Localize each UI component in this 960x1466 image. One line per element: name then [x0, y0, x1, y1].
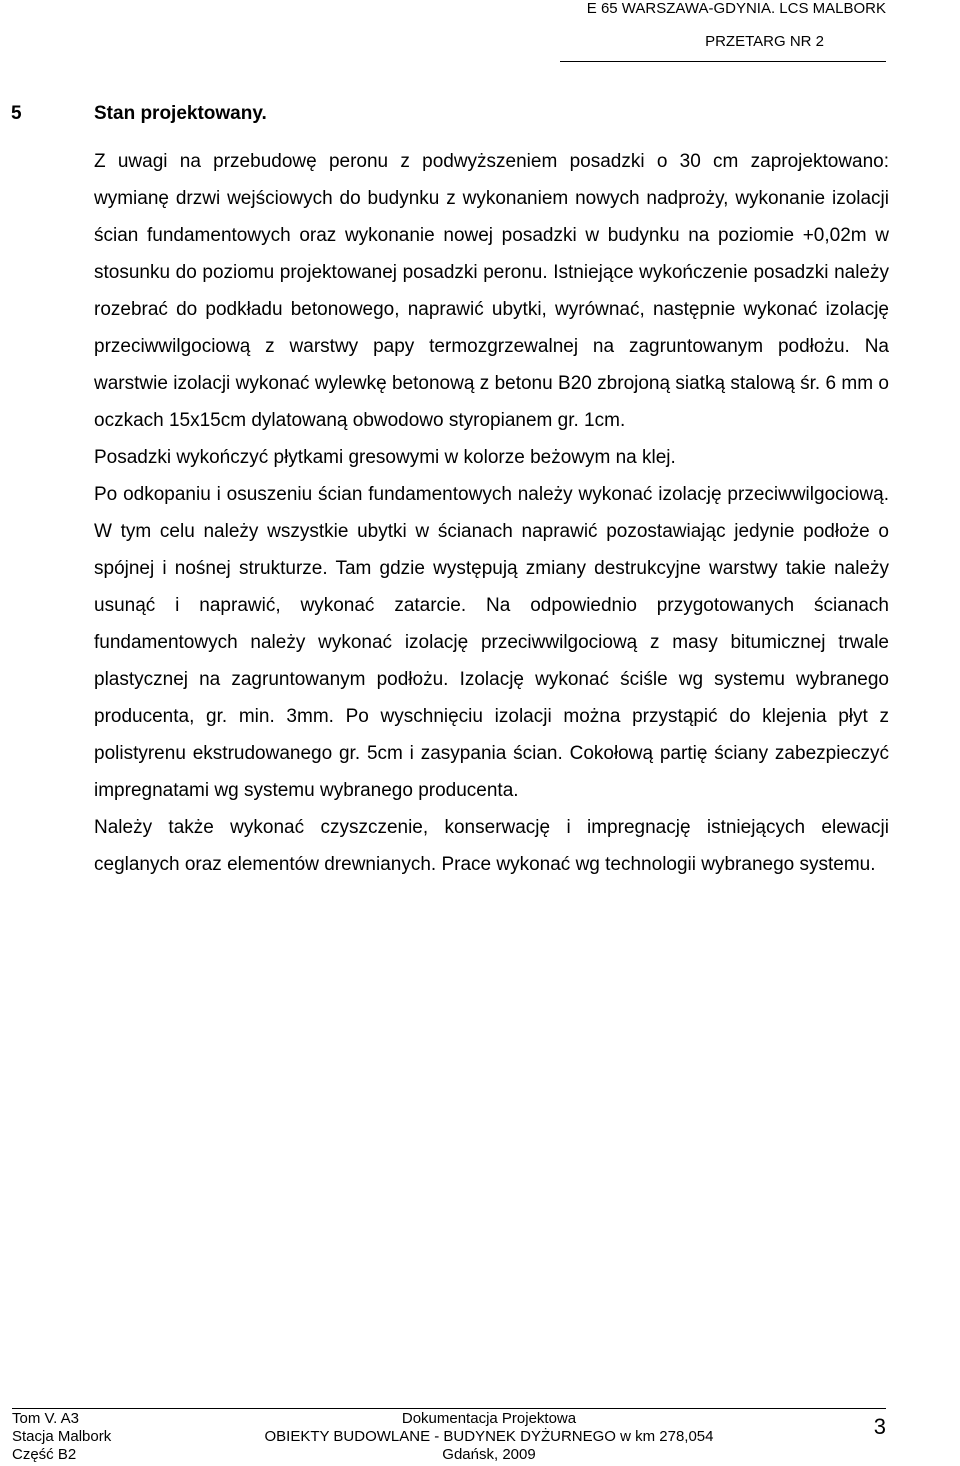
section-number: 5 [11, 103, 22, 124]
footer-volume: Tom V. A3 [12, 1410, 79, 1427]
footer-station: Stacja Malbork [12, 1428, 112, 1445]
header-project-title: E 65 WARSZAWA-GDYNIA. LCS MALBORK [586, 0, 886, 17]
body-paragraph: Należy także wykonać czyszczenie, konserwację i impregnację istniejących elewacji ceglanych oraz elementów drewnianych. Prace wykonać wg technologii wybranego systemu. [94, 817, 889, 875]
footer-document-info [254, 1410, 724, 1464]
footer-volume-info [12, 1410, 111, 1464]
body-paragraph: Posadzki wykończyć płytkami gresowymi w kolorze beżowym na klej. [94, 447, 676, 468]
document-body [94, 143, 889, 883]
page-footer [12, 1410, 886, 1466]
header-tender-number: PRZETARG NR 2 [705, 33, 824, 50]
section-heading [11, 102, 267, 126]
body-paragraph: Z uwagi na przebudowę peronu z podwyższeniem posadzki o 30 cm zaprojektowano: wymianę drzwi wejściowych do budynku z wykonaniem nowych nadproży, wykonanie izolacji ścian fundamentowych oraz wykonanie nowej posadzki w budynku na poziomie +0,02m w stosunku do poziomu projektowanej posadzki peronu. Istniejące wykończenie posadzki należy rozebrać do podkładu betonowego, naprawić ubytki, wyrównać, następnie wykonać izolację przeciwwilgociową z warstwy papy termozgrzewalnej na zagruntowanym podłożu. Na warstwie izolacji wykonać wylewkę betonową z betonu B20 zbrojoną siatką stalową śr. 6 mm o oczkach 15x15cm dylatowaną obwodowo styropianem gr. 1cm. [94, 151, 889, 431]
section-title: Stan projektowany. [94, 103, 267, 124]
footer-document-type: Dokumentacja Projektowa [401, 1410, 577, 1427]
page-number: 3 [873, 1414, 886, 1439]
body-paragraph: Po odkopaniu i osuszeniu ścian fundamentowych należy wykonać izolację przeciwwilgociową. W tym celu należy wszystkie ubytki w ścianach naprawić pozostawiając jedynie podłoże o spójnej i nośnej strukturze. Tam gdzie występują zmiany destrukcyjne warstwy takie należy usunąć i naprawić, wykonać zatarcie. Na odpowiednio przygotowanych ścianach fundamentowych należy wykonać izolację przeciwwilgociową z masy bitumicznej trwale plastycznej na zagruntowanym podłożu. Izolację wykonać ściśle wg systemu wybranego producenta, gr. min. 3mm. Po wyschnięciu izolacji można przystąpić do klejenia płyt z polistyrenu ekstrudowanego gr. 5cm i zasypania ścian. Cokołową partię ściany zabezpieczyć impregnatami wg systemu wybranego producenta. [94, 484, 889, 801]
footer-part: Część B2 [12, 1446, 77, 1463]
footer-divider [12, 1408, 886, 1409]
footer-place-date: Gdańsk, 2009 [442, 1446, 536, 1463]
header-divider [560, 61, 886, 62]
footer-object-name: OBIEKTY BUDOWLANE - BUDYNEK DYŻURNEGO w km 278,054 [264, 1428, 714, 1445]
